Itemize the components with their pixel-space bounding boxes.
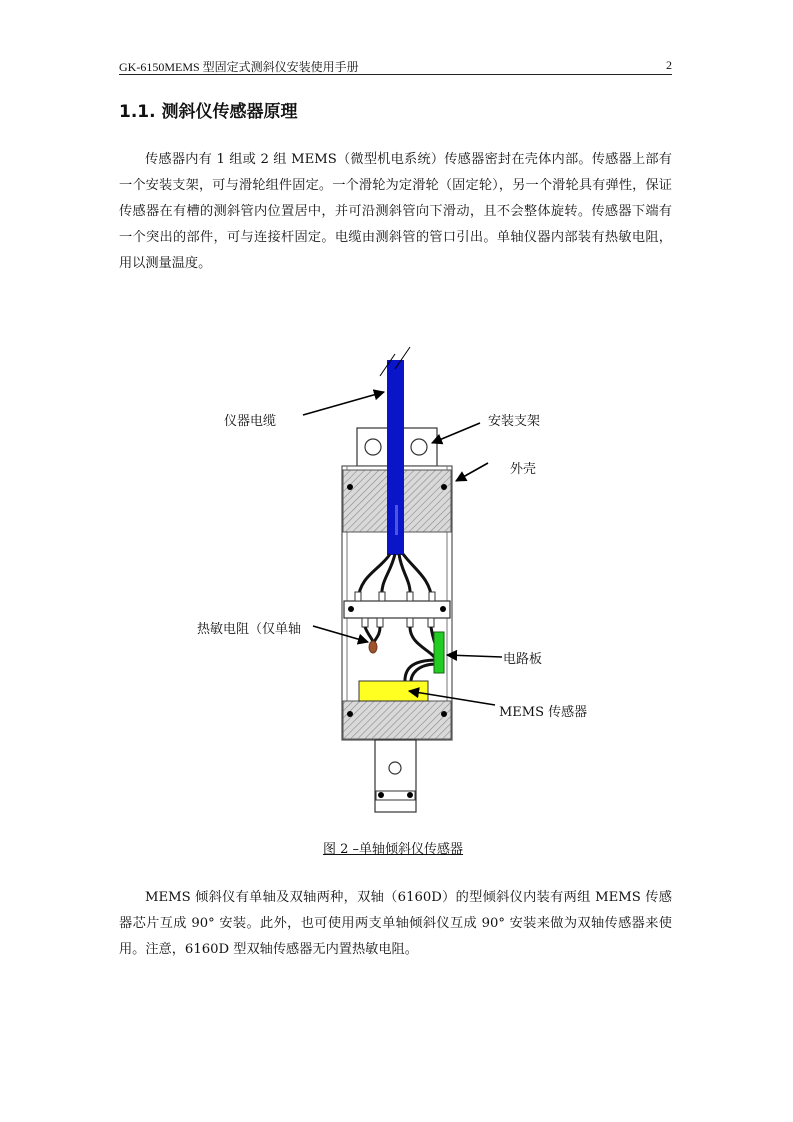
top-end-block [343, 470, 451, 532]
housing [342, 466, 452, 740]
label-circuit-board: 电路板 [503, 652, 543, 667]
arrow-mems [409, 691, 495, 705]
paragraph-principle: 传感器内有 1 组或 2 组 MEMS（微型机电系统）传感器密封在壳体内部。传感器上部有一个安装支架，可与滑轮组件固定。一个滑轮为定滑轮（固定轮），另一个滑轮具有弹性，保证传感器在有槽的测斜管内位置居中，并可沿测斜管向下滑动，且不会整体旋转。传感器下端有一个突出的部件，可与连接杆固定。电缆由测斜管的管口引出。单轴仪器内部装有热敏电阻，用以测量温度。 [119, 152, 672, 271]
page-header [119, 56, 672, 75]
bracket-hole-right [411, 439, 427, 455]
label-cable: 仪器电缆 [224, 414, 277, 429]
label-thermistor: 热敏电阻（仅单轴 [197, 622, 302, 637]
paragraph-types: MEMS 倾斜仪有单轴及双轴两种，双轴（6160D）的型倾斜仪内装有两组 MEMS 传感器芯片互成 90° 安装。此外，也可使用两支单轴倾斜仪互成 90° 安装来做为双轴传感器来使用。注意，6160D 型双轴传感器无内置热敏电阻。 [119, 890, 672, 957]
instrument-cable [387, 360, 404, 555]
arrow-cable [303, 392, 384, 415]
label-housing: 外壳 [510, 462, 537, 477]
bottom-connector [375, 740, 416, 812]
label-mems-sensor: MEMS 传感器 [499, 705, 588, 720]
arrow-bracket [432, 423, 480, 443]
arrow-thermistor [313, 626, 368, 642]
terminal-strip [344, 601, 450, 618]
circuit-board [434, 632, 444, 673]
cable-wires [358, 554, 432, 600]
arrow-housing [456, 463, 488, 481]
label-bracket: 安装支架 [488, 414, 541, 429]
arrow-circuit-board [447, 655, 502, 657]
page-number: 2 [666, 58, 672, 72]
thermistor [369, 641, 377, 653]
header-title: GK-6150MEMS 型固定式测斜仪安装使用手册 [119, 60, 359, 74]
bracket-hole-left [365, 439, 381, 455]
bottom-end-block [343, 701, 451, 739]
mounting-bracket [357, 428, 437, 466]
figure-caption: 图 2 –单轴倾斜仪传感器 [323, 842, 464, 857]
section-heading: 1.1. 测斜仪传感器原理 [119, 102, 298, 122]
mems-sensor [359, 681, 428, 701]
